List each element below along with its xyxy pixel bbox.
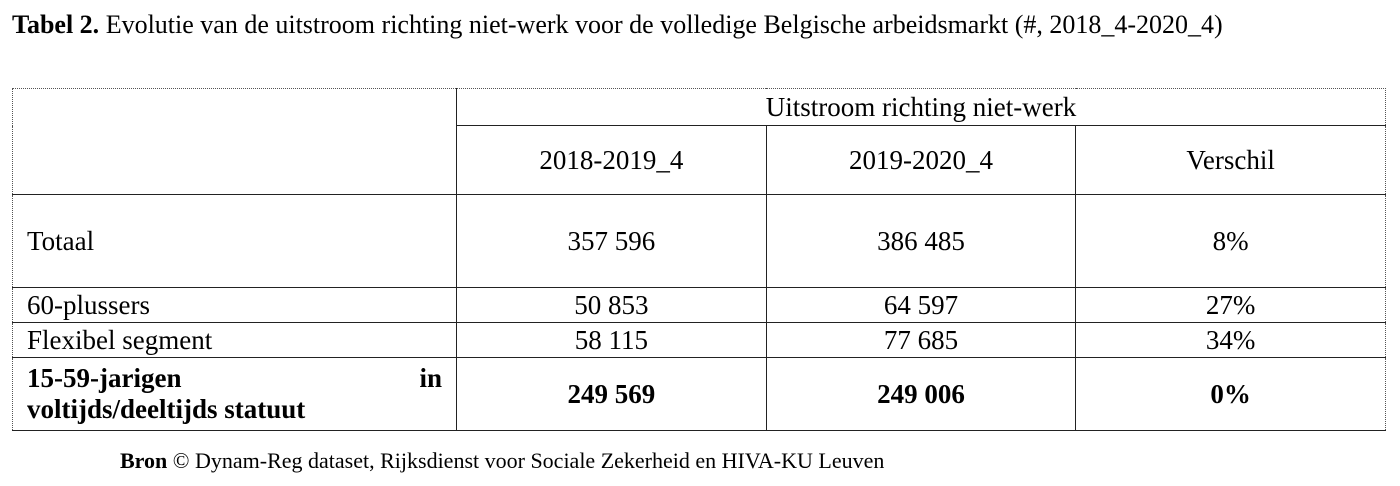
table-caption — [12, 8, 1390, 42]
header-empty-cell — [13, 89, 457, 195]
row-label: Flexibel segment — [13, 323, 457, 358]
table-cell: 386 485 — [766, 195, 1076, 288]
row-label-part: 15-59-jarigen — [27, 363, 182, 393]
table-row-highlight — [13, 358, 1386, 431]
table-cell: 64 597 — [766, 288, 1076, 323]
row-label: 60-plussers — [13, 288, 457, 323]
source-text: © Dynam-Reg dataset, Rijksdienst voor Sociale Zekerheid en HIVA-KU Leuven — [167, 448, 885, 473]
table-cell: 249 569 — [457, 358, 767, 431]
table-cell: 50 853 — [457, 288, 767, 323]
table-cell: 357 596 — [457, 195, 767, 288]
group-header: Uitstroom richting niet-werk — [457, 89, 1386, 126]
row-label-line1 — [27, 363, 442, 394]
data-table — [12, 88, 1386, 431]
table-row — [13, 288, 1386, 323]
table-cell: 34% — [1076, 323, 1386, 358]
table-cell: 77 685 — [766, 323, 1076, 358]
row-label — [13, 358, 457, 431]
table-row — [13, 323, 1386, 358]
table-cell: 8% — [1076, 195, 1386, 288]
source-label: Bron — [120, 448, 168, 473]
header-row-group — [13, 89, 1386, 126]
column-header: 2018-2019_4 — [457, 126, 767, 195]
table-cell: 0% — [1076, 358, 1386, 431]
column-header: 2019-2020_4 — [766, 126, 1076, 195]
row-label: Totaal — [13, 195, 457, 288]
table-cell: 249 006 — [766, 358, 1076, 431]
row-label-line2: voltijds/deeltijds statuut — [27, 394, 306, 424]
row-label-part: in — [419, 363, 442, 393]
caption-text: Evolutie van de uitstroom richting niet-werk voor de volledige Belgische arbeidsmarkt (#, 2018_4-2020_4) — [99, 10, 1223, 39]
caption-label: Tabel 2. — [12, 10, 100, 39]
table-row — [13, 195, 1386, 288]
table-cell: 27% — [1076, 288, 1386, 323]
table-cell: 58 115 — [457, 323, 767, 358]
source-note — [120, 446, 884, 476]
column-header: Verschil — [1076, 126, 1386, 195]
